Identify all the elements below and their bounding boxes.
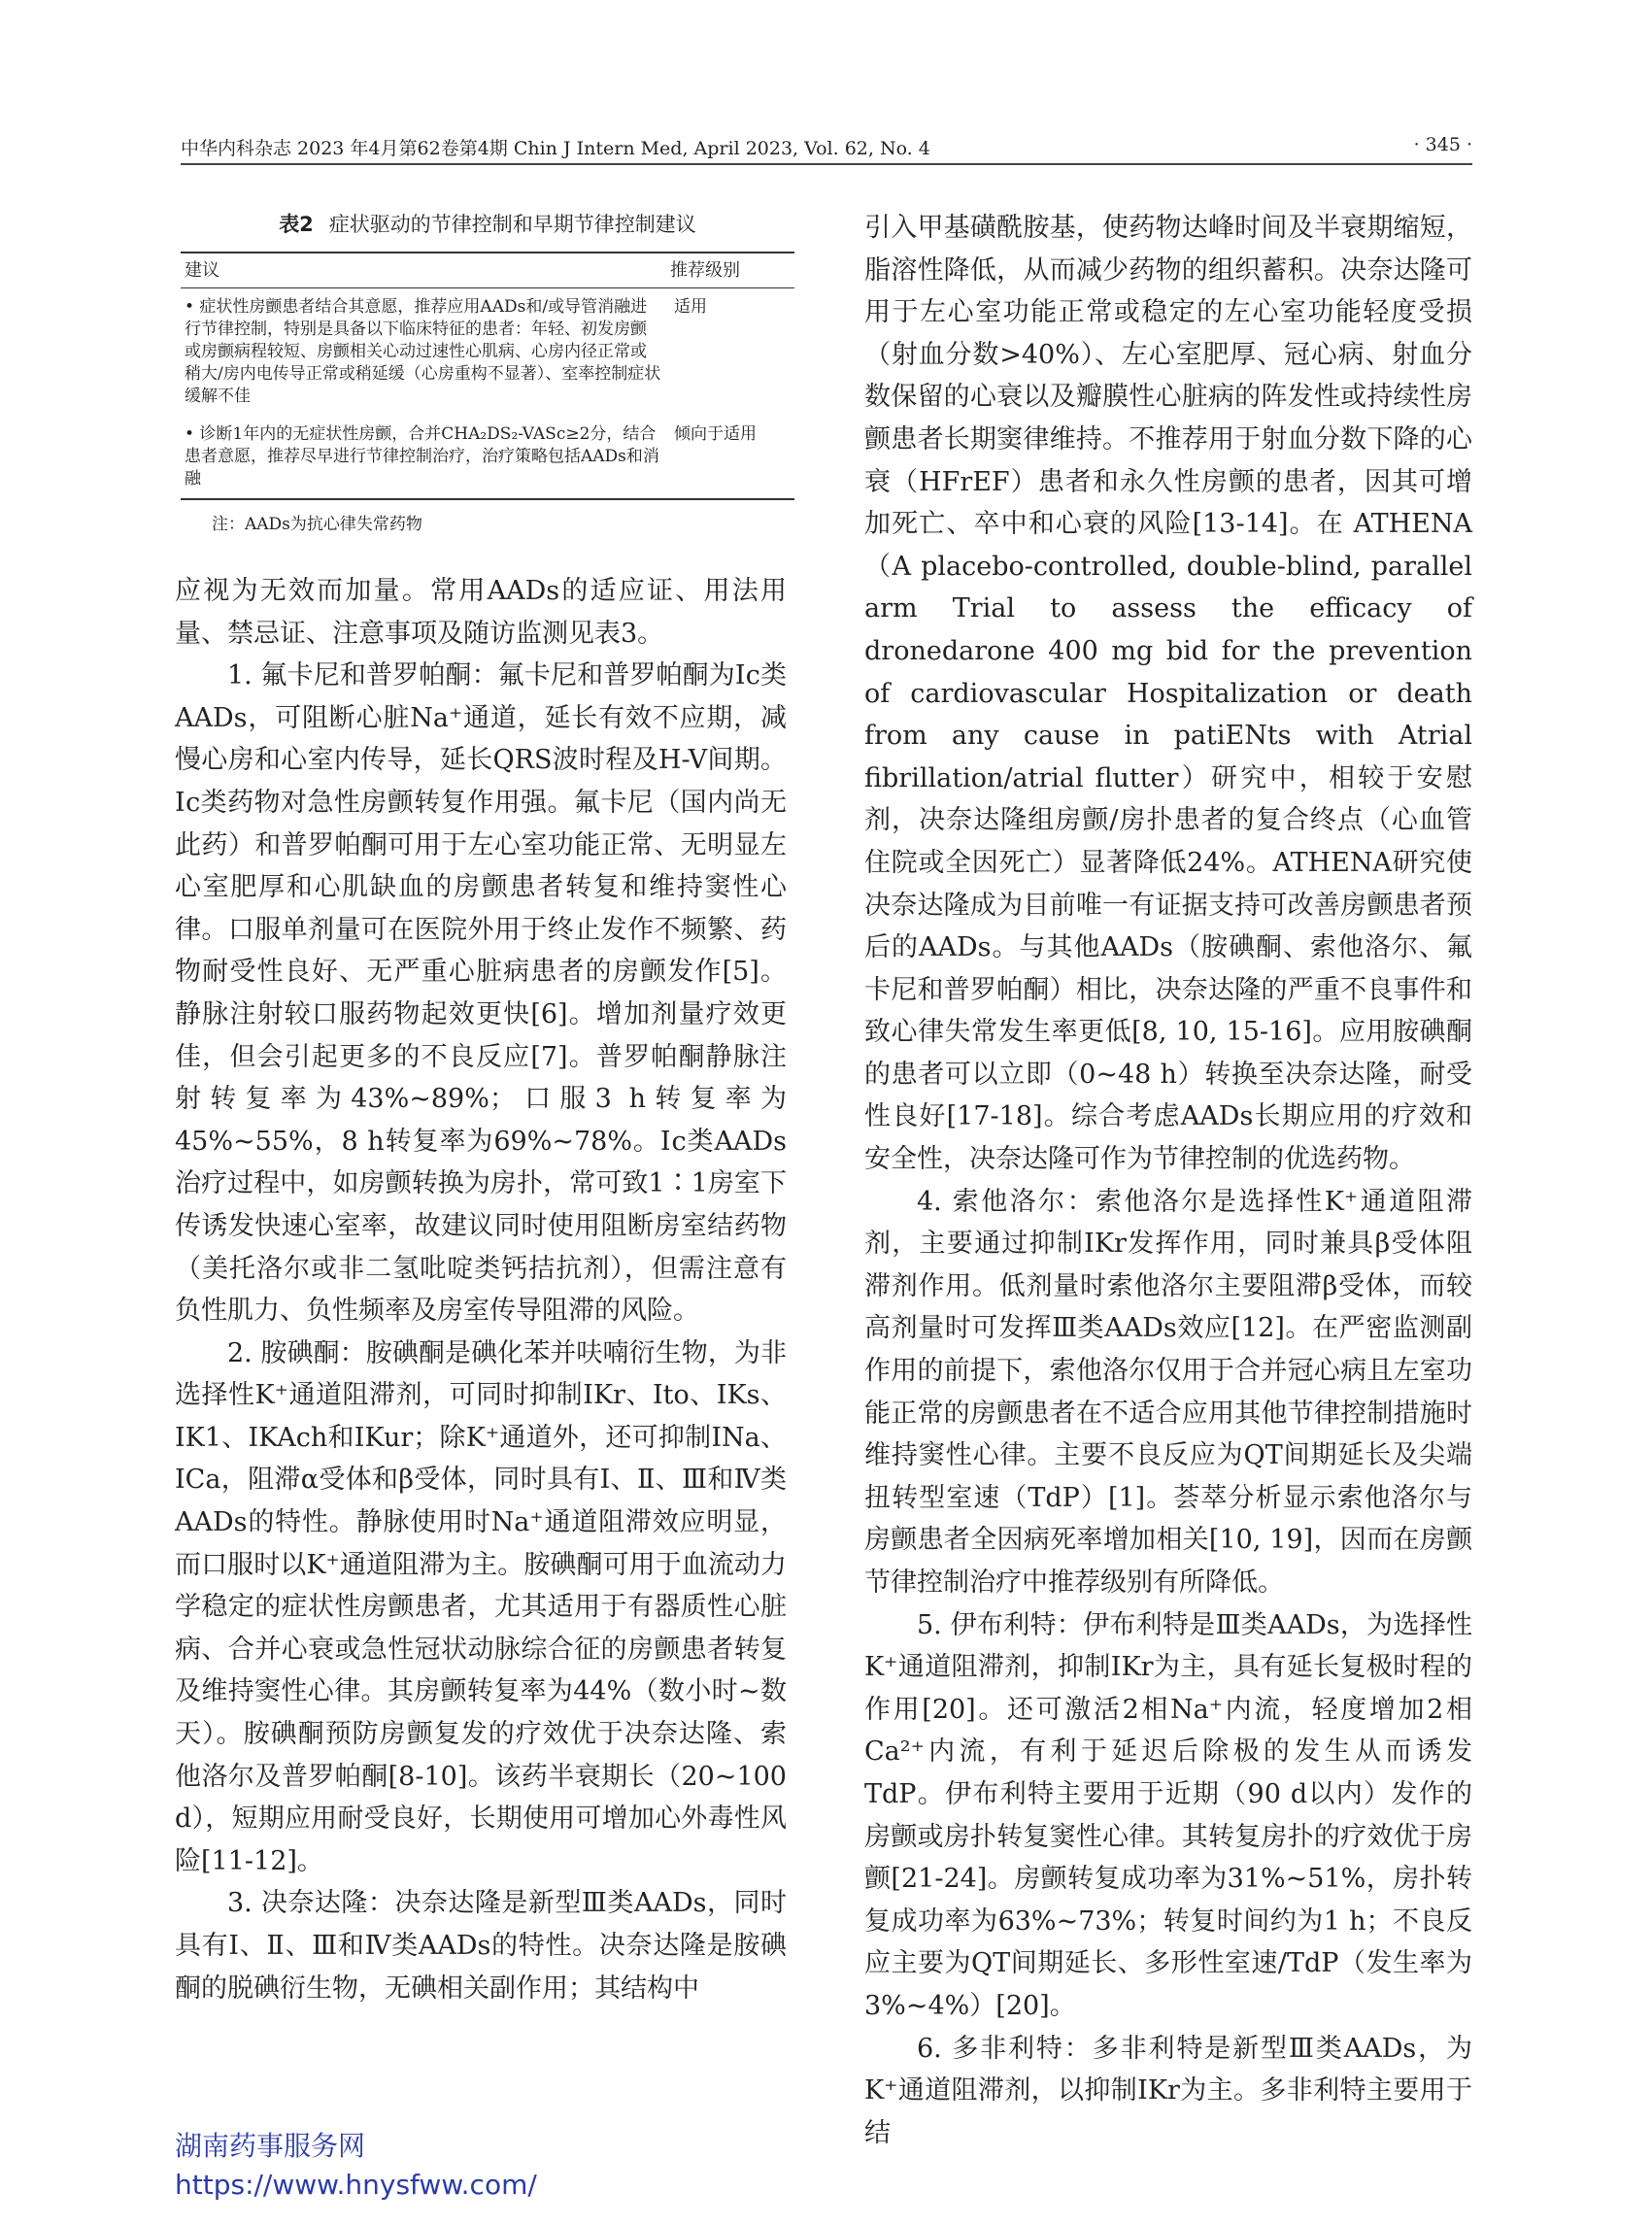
column-header-level: 推荐级别 — [666, 253, 794, 288]
paragraph: 5. 伊布利特：伊布利特是Ⅲ类AADs，为选择性K⁺通道阻滞剂，抑制IKr为主，具有延长复极时程的作用[20]。还可激活2相Na⁺内流，轻度增加2相Ca²⁺内流，有利于延迟后除极的发生从而诱发TdP。伊布利特主要用于近期（90 d以内）发作的房颤或房扑转复窦性心律。其转复房扑的疗效优于房颤[21-24]。房颤转复成功率为31%~51%，房扑转复成功率为63%~73%；转复时间约为1 h；不良反应主要为QT间期延长、多形性室速/TdP（发生率为3%~4%）[20]。 — [864, 1609, 1472, 2021]
table-title: 症状驱动的节律控制和早期节律控制建议 — [328, 213, 696, 236]
recommendation-text: • 诊断1年内的无症状性房颤，合并CHA₂DS₂-VASc≥2分，结合患者意愿，推荐尽早进行节律控制治疗，治疗策略包括AADs和消融 — [181, 416, 666, 499]
column-header-recommendation: 建议 — [181, 253, 666, 288]
recommendation-level: 适用 — [674, 297, 707, 317]
table-label: 表2 — [279, 213, 314, 236]
journal-citation: 中华内科杂志 2023 年4月第62卷第4期 Chin J Intern Med, April 2023, Vol. 62, No. 4 — [181, 138, 930, 159]
recommendation-level: 倾向于适用 — [666, 416, 794, 499]
table-caption — [181, 209, 794, 238]
page-number: · 345 · — [1413, 134, 1472, 155]
paragraph: 引入甲基磺酰胺基，使药物达峰时间及半衰期缩短，脂溶性降低，从而减少药物的组织蓄积。决奈达隆可用于左心室功能正常或稳定的左心室功能轻度受损（射血分数>40%）、左心室肥厚、冠心病、射血分数保留的心衰以及瓣膜性心脏病的阵发性或持续性房颤患者长期窦律维持。不推荐用于射血分数下降的心衰（HFrEF）患者和永久性房颤的患者，因其可增加死亡、卒中和心衰的风险[13-14]。在 ATHENA（A placebo-controlled, double-blind, parallel arm Trial to assess the efficacy of dronedarone 400 mg bid for the prevention of cardiovascular Hospitalization or death from any cause in patiENts with Atrial fibrillation/atrial flutter）研究中，相较于安慰剂，决奈达隆组房颤/房扑患者的复合终点（心血管住院或全因死亡）显著降低24%。ATHENA研究使决奈达隆成为目前唯一有证据支持可改善房颤患者预后的AADs。与其他AADs（胺碘酮、索他洛尔、氟卡尼和普罗帕酮）相比，决奈达隆的严重不良事件和致心律失常发生率更低[8, 10, 15-16]。应用胺碘酮的患者可以立即（0~48 h）转换至决奈达隆，耐受性良好[17-18]。综合考虑AADs长期应用的疗效和安全性，决奈达隆可作为节律控制的优选药物。 — [864, 213, 1472, 1175]
paragraph: 2. 胺碘酮：胺碘酮是碘化苯并呋喃衍生物，为非选择性K⁺通道阻滞剂，可同时抑制IKr、Ito、IKs、IK1、IKAch和IKur；除K⁺通道外，还可抑制INa、ICa，阻滞α受体和β受体，同时具有Ⅰ、Ⅱ、Ⅲ和Ⅳ类AADs的特性。静脉使用时Na⁺通道阻滞效应明显，而口服时以K⁺通道阻滞为主。胺碘酮可用于血流动力学稳定的症状性房颤患者，尤其适用于有器质性心脏病、合并心衰或急性冠状动脉综合征的房颤患者转复及维持窦性心律。其房颤转复率为44%（数小时~数天）。胺碘酮预防房颤复发的疗效优于决奈达隆、索他洛尔及普罗帕酮[8-10]。该药半衰期长（20~100 d），短期应用耐受良好，长期使用可增加心外毒性风险[11-12]。 — [175, 1337, 787, 1876]
paragraph: 6. 多非利特：多非利特是新型Ⅲ类AADs，为K⁺通道阻滞剂，以抑制IKr为主。多非利特主要用于结 — [864, 2033, 1472, 2148]
paragraph: 1. 氟卡尼和普罗帕酮：氟卡尼和普罗帕酮为Ⅰc类AADs，可阻断心脏Na⁺通道，延长有效不应期，减慢心房和心室内传导，延长QRS波时程及H-V间期。Ⅰc类药物对急性房颤转复作用强。氟卡尼（国内尚无此药）和普罗帕酮可用于左心室功能正常、无明显左心室肥厚和心肌缺血的房颤患者转复和维持窦性心律。口服单剂量可在医院外用于终止发作不频繁、药物耐受性良好、无严重心脏病患者的房颤发作[5]。静脉注射较口服药物起效更快[6]。增加剂量疗效更佳，但会引起更多的不良反应[7]。普罗帕酮静脉注射转复率为43%~89%；口服3 h转复率为45%~55%，8 h转复率为69%~78%。Ⅰc类AADs治疗过程中，如房颤转换为房扑，常可致1∶1房室下传诱发快速心室率，故建议同时使用阻断房室结药物（美托洛尔或非二氢吡啶类钙拮抗剂），但需注意有负性肌力、负性频率及房室传导阻滞的风险。 — [175, 660, 787, 1327]
watermark-url[interactable]: https://www.hnysfww.com/ — [175, 2169, 537, 2201]
recommendation-text: • 症状性房颤患者结合其意愿，推荐应用AADs和/或导管消融进行节律控制，特别是具备以下临床特征的患者：年轻、初发房颤或房颤病程较短、房颤相关心动过速性心肌病、心房内径正常或稍大/房内电传导正常或稍延缓（心房重构不显著）、室率控制症状缓解不佳 — [185, 297, 661, 406]
paragraph: 应视为无效而加量。常用AADs的适应证、用法用量、禁忌证、注意事项及随访监测见表3。 — [175, 576, 787, 649]
recommendation-table — [181, 252, 794, 500]
table-2 — [181, 209, 794, 534]
watermark-site-name: 湖南药事服务网 — [175, 2130, 366, 2162]
table-row — [181, 416, 794, 499]
right-column — [864, 207, 1472, 2154]
table-note: 注：AADs为抗心律失常药物 — [212, 515, 422, 534]
paragraph: 3. 决奈达隆：决奈达隆是新型Ⅲ类AADs，同时具有Ⅰ、Ⅱ、Ⅲ和Ⅳ类AADs的特性。决奈达隆是胺碘酮的脱碘衍生物，无碘相关副作用；其结构中 — [175, 1888, 787, 2004]
left-column — [175, 570, 787, 2009]
running-header — [181, 124, 1472, 165]
watermark-footer — [175, 2127, 537, 2205]
table-row — [181, 288, 794, 417]
paragraph: 4. 索他洛尔：索他洛尔是选择性K⁺通道阻滞剂，主要通过抑制IKr发挥作用，同时兼具β受体阻滞剂作用。低剂量时索他洛尔主要阻滞β受体，而较高剂量时可发挥Ⅲ类AADs效应[12]。在严密监测副作用的前提下，索他洛尔仅用于合并冠心病且左室功能正常的房颤患者在不适合应用其他节律控制措施时维持窦性心律。主要不良反应为QT间期延长及尖端扭转型室速（TdP）[1]。荟萃分析显示索他洛尔与房颤患者全因病死率增加相关[10, 19]，因而在房颤节律控制治疗中推荐级别有所降低。 — [864, 1186, 1472, 1598]
